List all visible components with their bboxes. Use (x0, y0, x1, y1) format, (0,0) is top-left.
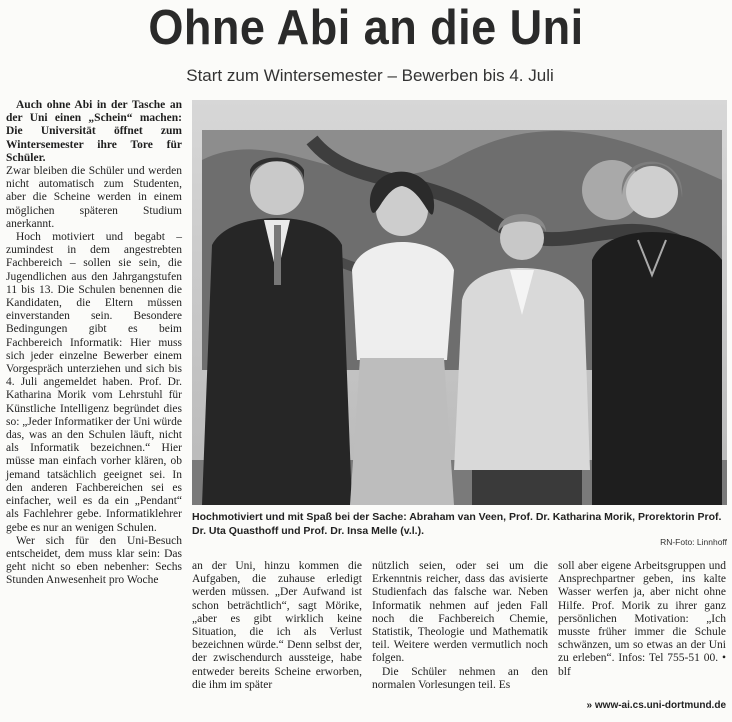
paragraph: Die Schüler nehmen an den normalen Vorlesungen teil. Es (372, 665, 548, 691)
paragraph: Zwar bleiben die Schüler und werden nicht automatisch zum Studenten, aber die Scheine werden in einem möglichen späteren Studium anerkannt. (6, 165, 182, 230)
paragraph: Hoch motiviert und begabt – zumindest in dem angestrebten Fachbereich – sollen sie sein, die Jugendlichen aus den Jahrgangstufen 11 bis 13. Die Schulen benennen die Kandidaten, die Eltern müssen einverstanden sein. Besondere Bedingungen gibt es beim Fachbereich Informatik: Hier muss sich jeder einzelne Bewerber einem Vorgespräch unterziehen und sich bis 4. Juli angemeldet haben. Prof. Dr. Katharina Morik vom Lehrstuhl für Künstliche Intelligenz begründet dies so: „Jeder Informatiker der Uni würde das, was an den Schulen läuft, nicht als Informatik bezeichnen.“ Hier müsse man einfach vorher klären, ob jemand tatsächlich geeignet sei. In den anderen Fachbereichen sei es einfacher, weil es da ein „Pendant“ als Fachlehrer gebe. Informatiklehrer gebe es nur an wenigen Schulen. (6, 231, 182, 534)
paragraph: an der Uni, hinzu kommen die Aufgaben, die zuhause erledigt werden müssen. „Der Aufwand ist schon beträchtlich“, sagt Mörike, „aber es gibt wirklich keine Situation, die ich als Verlust bezeichnen würde.“ Denn selbst der, der zwischendurch aussteige, habe entweder bereits Scheine erworben, die ihm im später (192, 560, 362, 691)
article-column-3 (372, 560, 548, 692)
paragraph: Wer sich für den Uni-Besuch entscheidet, dem muss klar sein: Das geht nicht so eben nebenher: Sechs Stunden Anwesenheit pro Woche (6, 534, 182, 587)
paragraph: nützlich seien, oder sei um die Erkenntnis reicher, dass das avisierte Studienfach das falsche war. Neben Informatik nehmen auf jeden Fall noch die Fachbereich Chemie, Statistik, Theologie und Mathematik teil. Weitere werden vermutlich noch folgen. (372, 560, 548, 665)
lead-paragraph: Auch ohne Abi in der Tasche an der Uni einen „Schein“ machen: Die Universität öffnet zum Wintersemester ihre Tore für Schüler. (6, 99, 182, 164)
photo-illustration (192, 100, 727, 505)
website-link[interactable]: » www-ai.cs.uni-dortmund.de (586, 700, 726, 711)
article-column-1 (6, 99, 182, 719)
photo-credit: RN-Foto: Linnhoff (660, 537, 727, 547)
headline: Ohne Abi an die Uni (148, 1, 584, 55)
photo-caption: Hochmotiviert und mit Spaß bei der Sache: Abraham van Veen, Prof. Dr. Katharina Morik, Prorektorin Prof. Dr. Uta Quasthoff und Prof. Dr. Insa Melle (v.l.). (192, 511, 722, 537)
article-column-2 (192, 560, 362, 692)
article-column-4 (558, 560, 726, 679)
subheadline: Start zum Wintersemester – Bewerben bis 4. Juli (186, 66, 554, 85)
paragraph: soll aber eigene Arbeitsgruppen und Ansprechpartner geben, ins kalte Wasser werfen ja, aber nicht ohne Hilfe. Prof. Morik zu ihrer ganz persönlichen Motivation: „Ich musste früher immer die Schule schwänzen, um so etwas an der Uni zu erleben“. Infos: Tel 755-51 00. • blf (558, 560, 726, 678)
group-photo (192, 100, 727, 505)
